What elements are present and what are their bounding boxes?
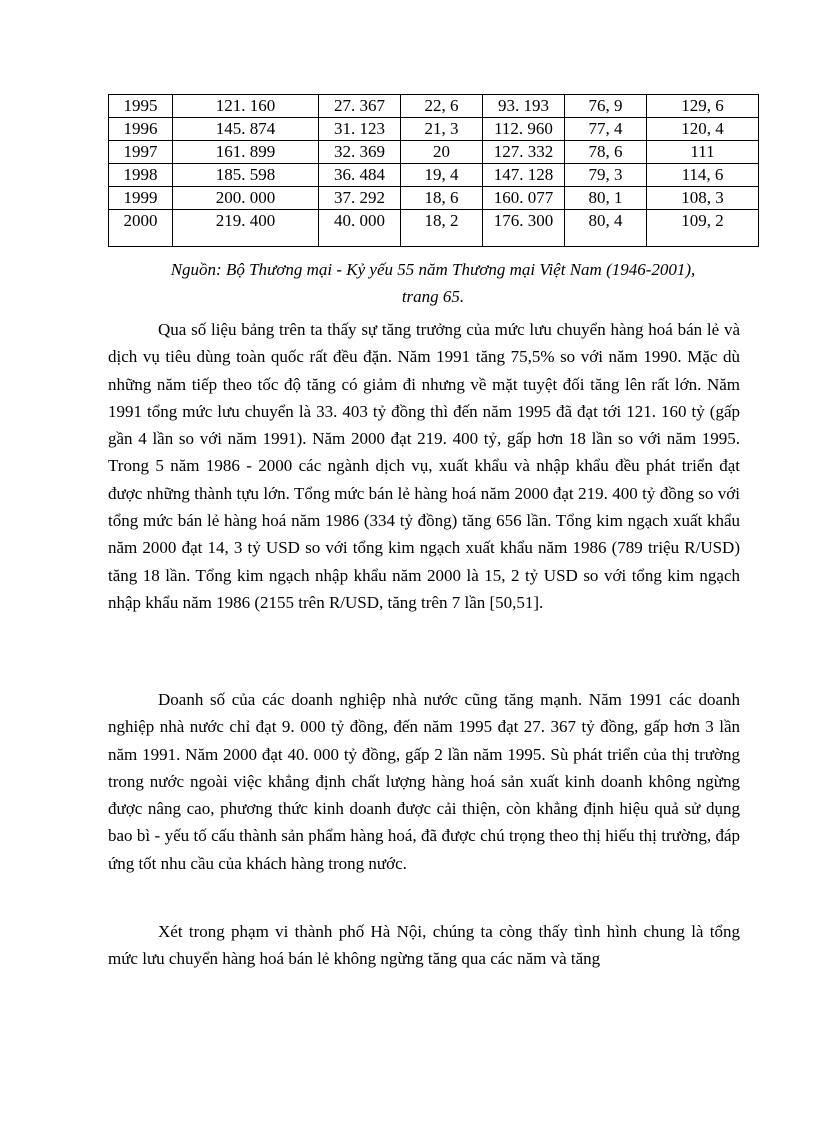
- table-cell: 79, 3: [565, 164, 647, 187]
- table-cell: 93. 193: [483, 95, 565, 118]
- body-paragraph: Doanh số của các doanh nghiệp nhà nước cũng tăng mạnh. Năm 1991 các doanh nghiệp nhà nước chỉ đạt 9. 000 tỷ đồng, đến năm 1995 đạt 27. 367 tỷ đồng, gấp hơn 3 lần năm 1991. Năm 2000 đạt 40. 000 tỷ đồng, gấp 2 lần năm 1995. Sù phát triển của thị trường trong nước ngoài việc khẳng định chất lượng hàng hoá sản xuất kinh doanh không ngừng được nâng cao, phương thức kinh doanh được cải thiện, còn khẳng định hiệu quả sử dụng bao bì - yếu tố cấu thành sản phẩm hàng hoá, đã được chú trọng theo thị hiếu thị trường, đáp ứng tốt nhu cầu của khách hàng trong nước.: [108, 690, 740, 873]
- source-line-2: trang 65.: [401, 287, 465, 306]
- year-cell: 1996: [109, 118, 173, 141]
- table-cell: 120, 4: [647, 118, 759, 141]
- table-cell: 37. 292: [319, 187, 401, 210]
- table-cell: 36. 484: [319, 164, 401, 187]
- table-cell: 21, 3: [401, 118, 483, 141]
- table-cell: 77, 4: [565, 118, 647, 141]
- table-cell: 200. 000: [173, 187, 319, 210]
- table-cell: 40. 000: [319, 210, 401, 247]
- body-paragraph: Xét trong phạm vi thành phố Hà Nội, chúng ta còng thấy tình hình chung là tổng mức lưu chuyển hàng hoá bán lẻ không ngừng tăng qua các năm và tăng: [108, 922, 740, 969]
- body-paragraph: Qua số liệu bảng trên ta thấy sự tăng trưởng của mức lưu chuyển hàng hoá bán lẻ và dịch vụ tiêu dùng toàn quốc rất đều đặn. Năm 1991 tăng 75,5% so với năm 1990. Mặc dù những năm tiếp theo tốc độ tăng có giảm đi nhưng về mặt tuyệt đối tăng lên rất lớn. Năm 1991 tổng mức lưu chuyển là 33. 403 tỷ đồng thì đến năm 1995 đã đạt tới 121. 160 tỷ (gấp gần 4 lần so với năm 1991). Năm 2000 đạt 219. 400 tỷ, gấp hơn 18 lần so với năm 1995. Trong 5 năm 1986 - 2000 các ngành dịch vụ, xuất khẩu và nhập khẩu đều phát triển đạt được những thành tựu lớn. Tổng mức bán lẻ hàng hoá năm 2000 đạt 219. 400 tỷ đồng so với tổng mức bán lẻ hàng hoá năm 1986 (334 tỷ đồng) tăng 656 lần. Tổng kim ngạch xuất khẩu năm 2000 đạt 14, 3 tỷ USD so với tổng kim ngạch xuất khẩu năm 1986 (789 triệu R/USD) tăng 18 lần. Tổng kim ngạch nhập khẩu năm 2000 là 15, 2 tỷ USD so với tổng kim ngạch nhập khẩu năm 1986 (2155 trên R/USD, tăng trên 7 lần [50,51].: [108, 320, 740, 612]
- table-cell: 121. 160: [173, 95, 319, 118]
- table-cell: 160. 077: [483, 187, 565, 210]
- table-cell: 129, 6: [647, 95, 759, 118]
- year-cell: 1997: [109, 141, 173, 164]
- table-cell: 80, 4: [565, 210, 647, 247]
- table-cell: 127. 332: [483, 141, 565, 164]
- source-line-1: Nguồn: Bộ Thương mại - Kỷ yếu 55 năm Thương mại Việt Nam (1946-2001),: [170, 260, 696, 279]
- table-cell: 18, 2: [401, 210, 483, 247]
- year-cell: 1995: [109, 95, 173, 118]
- table-row: [109, 141, 759, 164]
- table-cell: 112. 960: [483, 118, 565, 141]
- year-cell: 1999: [109, 187, 173, 210]
- table-cell: 18, 6: [401, 187, 483, 210]
- table-row: [109, 118, 759, 141]
- table-cell: 161. 899: [173, 141, 319, 164]
- year-cell: 2000: [109, 210, 173, 247]
- table-cell: 20: [401, 141, 483, 164]
- table-cell: 185. 598: [173, 164, 319, 187]
- year-cell: 1998: [109, 164, 173, 187]
- table-row: [109, 95, 759, 118]
- table-row: [109, 210, 759, 247]
- table-cell: 80, 1: [565, 187, 647, 210]
- table-cell: 78, 6: [565, 141, 647, 164]
- table-row: [109, 164, 759, 187]
- table-cell: 32. 369: [319, 141, 401, 164]
- table-cell: 31. 123: [319, 118, 401, 141]
- table-cell: 114, 6: [647, 164, 759, 187]
- table-cell: 109, 2: [647, 210, 759, 247]
- table-cell: 176. 300: [483, 210, 565, 247]
- statistics-table: [108, 94, 759, 247]
- table-cell: 27. 367: [319, 95, 401, 118]
- table-row: [109, 187, 759, 210]
- table-cell: 108, 3: [647, 187, 759, 210]
- table-cell: 111: [647, 141, 759, 164]
- table-cell: 145. 874: [173, 118, 319, 141]
- table-cell: 219. 400: [173, 210, 319, 247]
- table-source-caption: [108, 256, 758, 310]
- table-cell: 76, 9: [565, 95, 647, 118]
- table-cell: 22, 6: [401, 95, 483, 118]
- table-cell: 19, 4: [401, 164, 483, 187]
- table-cell: 147. 128: [483, 164, 565, 187]
